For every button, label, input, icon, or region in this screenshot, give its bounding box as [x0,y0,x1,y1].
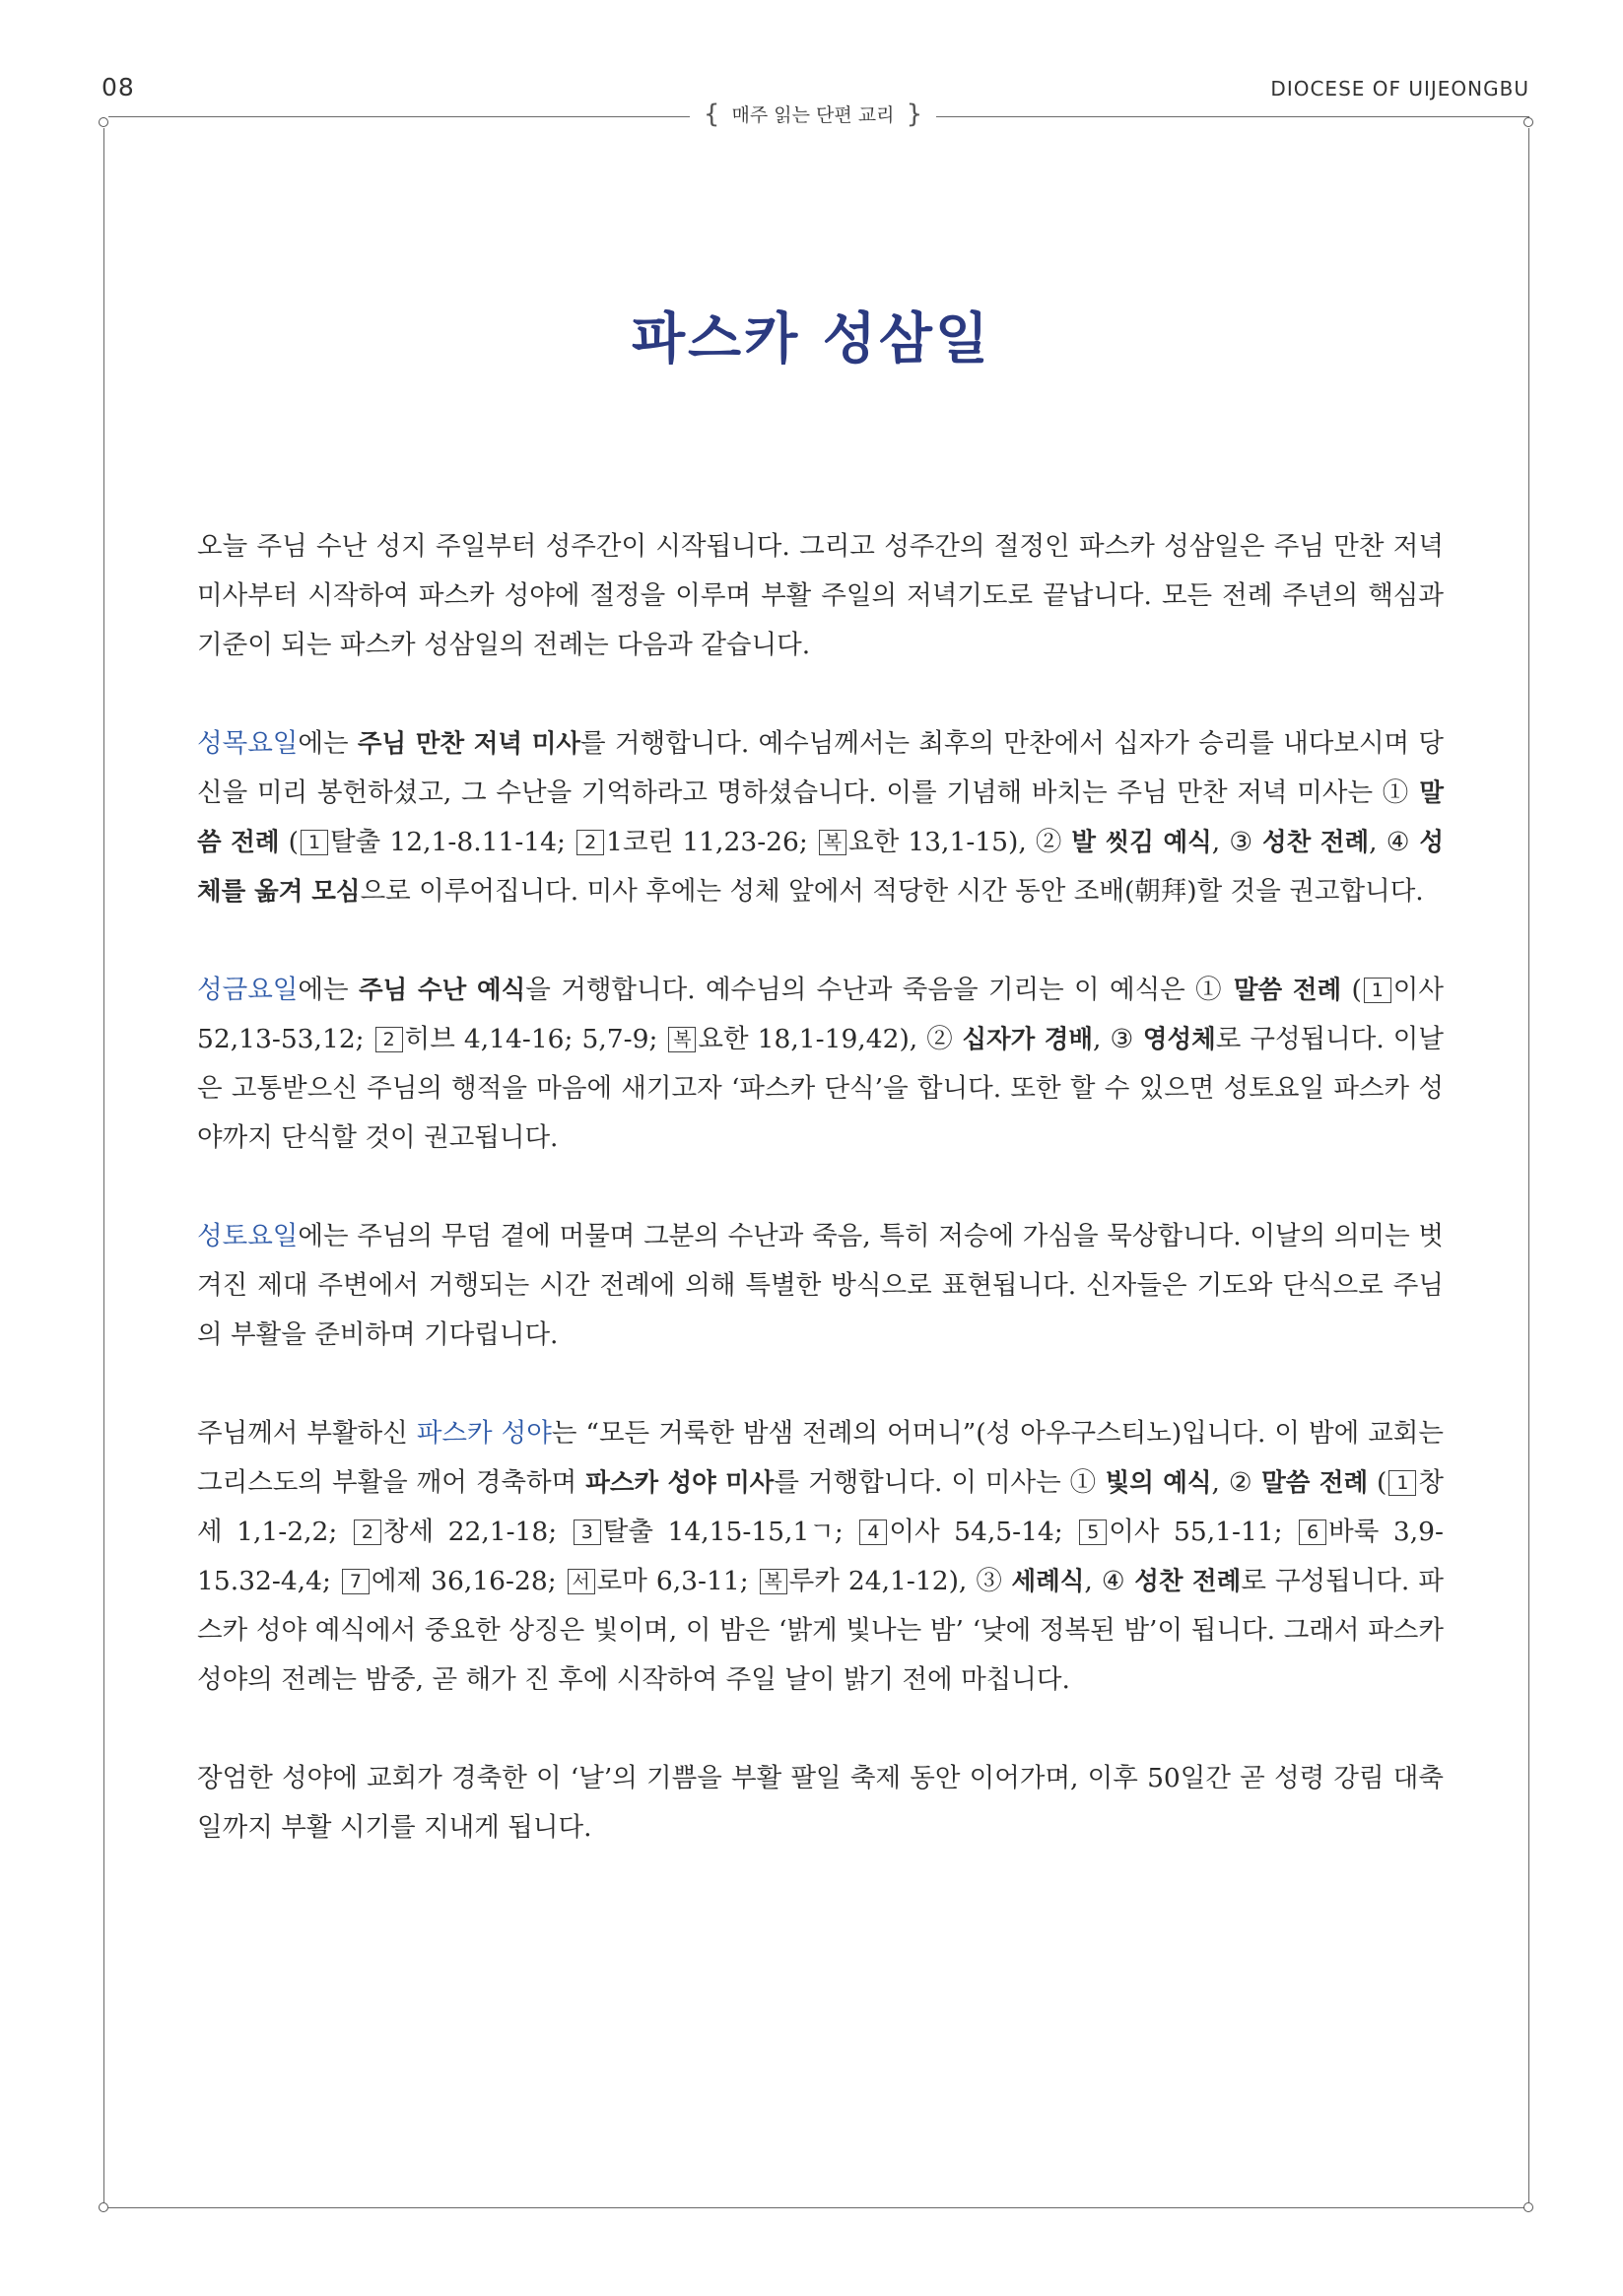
paragraph-easter-vigil: 주님께서 부활하신 파스카 성야는 “모든 거룩한 밤샘 전례의 어머니”(성 아우구스티노)입니다. 이 밤에 교회는 그리스도의 부활을 깨어 경축하며 파스카 성야 미사를 거행합니다. 이 미사는 ① 빛의 예식, ② 말씀 전례 ( 1 창세 1,1-2,2; 2 창세 22,1-18; 3 탈출 14,15-15,1ㄱ; 4 이사 54,5-14; 5 이사 55,1-11; 6 바룩 3,9-15.32-4,4; 7 에제 36,16-28; 서 로마 6,3-11; 복 루카 24,1-12), ③ 세례식, ④ 성찬 전례로 구성됩니다. 파스카 성야 예식에서 중요한 상징은 빛이며, 이 밤은 ‘밝게 빛나는 밤’ ‘낮에 정복된 밤’이 됩니다. 그래서 파스카 성야의 전례는 밤중, 곧 해가 진 후에 시작하여 주일 날이 밝기 전에 마칩니다. [197,1418,1445,1695]
page-title: 파스카 성삼일 [631,306,992,371]
frame-bottom-line [108,2207,1529,2208]
paragraph-easter-season: 장엄한 성야에 교회가 경축한 이 ‘날’의 기쁨을 부활 팔일 축제 동안 이어가며, 이후 50일간 곧 성령 강림 대축일까지 부활 시기를 지내게 됩니다. [197,1763,1444,1843]
corner-circle-br [1523,2202,1533,2212]
paragraph-good-friday: 성금요일에는 주님 수난 예식을 거행합니다. 예수님의 수난과 죽음을 기리는 이 예식은 ① 말씀 전례 ( 1 이사 52,13-53,12; 2 히브 4,14-16; 5,7-9; 복 요한 18,1-19,42), ② 십자가 경배, ③ 영성체로 구성됩니다. 이날은 고통받으신 주님의 행적을 마음에 새기고자 ‘파스카 단식’을 합니다. 또한 할 수 있으면 성토요일 파스카 성야까지 단식할 것이 권고됩니다. [197,975,1444,1153]
paragraph-holy-saturday: 성토요일에는 주님의 무덤 곁에 머물며 그분의 수난과 죽음, 특히 저승에 가심을 묵상합니다. 이날의 의미는 벗겨진 제대 주변에서 거행되는 시간 전례에 의해 특별한 방식으로 표현됩니다. 신자들은 기도와 단식으로 주님의 부활을 준비하며 기다립니다. [197,1221,1444,1350]
diocese-label: DIOCESE OF UIJEONGBU [1270,77,1529,101]
corner-circle-tr [1523,117,1533,127]
page-number: 08 [101,73,135,101]
frame-right-line [1528,128,1529,2202]
corner-circle-tl [99,117,108,127]
frame-left-line [103,128,104,2202]
article-body [197,522,1444,1902]
paragraph-intro: 오늘 주님 수난 성지 주일부터 성주간이 시작됩니다. 그리고 성주간의 절정인 파스카 성삼일은 주님 만찬 저녁 미사부터 시작하여 파스카 성야에 절정을 이루며 부활 주일의 저녁기도로 끝납니다. 모든 전례 주년의 핵심과 기준이 되는 파스카 성삼일의 전례는 다음과 같습니다. [197,531,1444,660]
corner-circle-bl [99,2202,108,2212]
series-title: { 매주 읽는 단편 교리 } [690,99,936,128]
paragraph-holy-thursday: 성목요일에는 주님 만찬 저녁 미사를 거행합니다. 예수님께서는 최후의 만찬에서 십자가 승리를 내다보시며 당신을 미리 봉헌하셨고, 그 수난을 기억하라고 명하셨습니다. 이를 기념해 바치는 주님 만찬 저녁 미사는 ① 말씀 전례 ( 1 탈출 12,1-8.11-14; 2 1코린 11,23-26; 복 요한 13,1-15), ② 발 씻김 예식, ③ 성찬 전례, ④ 성체를 옮겨 모심으로 이루어집니다. 미사 후에는 성체 앞에서 적당한 시간 동안 조배(朝拜)할 것을 권고합니다. [197,728,1445,907]
